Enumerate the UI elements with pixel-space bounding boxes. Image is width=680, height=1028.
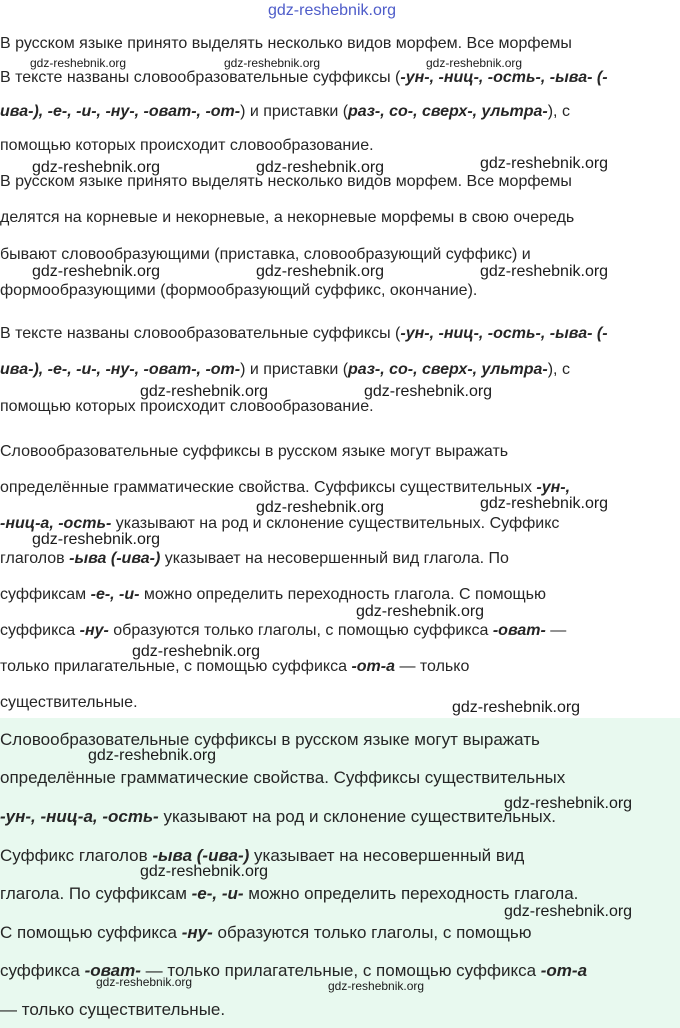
paragraph-line: определённые грамматические свойства. Суффиксы существительных [0, 768, 566, 787]
watermark: gdz-reshebnik.org [132, 643, 261, 660]
paragraph-line: суффикса -оват- — только прилагательные, с помощью суффикса -от-а [0, 961, 588, 980]
paragraph-line: ива-), -е-, -и-, -ну-, -оват-, -от-) и приставки (раз-, со-, сверх-, ультра-), с [0, 361, 570, 378]
paragraph-line: Словообразовательные суффиксы в русском языке могут выражать [0, 730, 540, 749]
paragraph-line: формообразующими (формообразующий суффикс, окончание). [0, 282, 478, 299]
watermark: gdz-reshebnik.org [140, 863, 269, 880]
watermark: gdz-reshebnik.org [140, 383, 269, 400]
watermark: gdz-reshebnik.org [224, 56, 321, 70]
watermark: gdz-reshebnik.org [426, 56, 523, 70]
paragraph-line: суффикса -ну- образуются только глаголы, с помощью суффикса -оват- — [0, 622, 567, 639]
watermark: gdz-reshebnik.org [256, 159, 385, 176]
watermark: gdz-reshebnik.org [480, 263, 609, 280]
watermark: gdz-reshebnik.org [96, 975, 193, 989]
watermark: gdz-reshebnik.org [32, 531, 161, 548]
watermark: gdz-reshebnik.org [88, 747, 217, 764]
paragraph-line: существительные. [0, 694, 138, 711]
watermark: gdz-reshebnik.org [356, 603, 485, 620]
paragraph-line: Суффикс глаголов -ыва (-ива-) указывает на несовершенный вид [0, 846, 525, 865]
paragraph-line: — только существительные. [0, 1000, 226, 1019]
watermark: gdz-reshebnik.org [504, 795, 633, 812]
paragraph-line: только прилагательные, с помощью суффикса -от-а — только [0, 658, 470, 675]
watermark: gdz-reshebnik.org [504, 903, 633, 920]
paragraph-line: В тексте названы словообразовательные суффиксы (-ун-, -ниц-, -ость-, -ыва- (- [0, 325, 608, 342]
watermark: gdz-reshebnik.org [32, 159, 161, 176]
watermark: gdz-reshebnik.org [32, 263, 161, 280]
watermark: gdz-reshebnik.org [328, 979, 425, 993]
watermark-top: gdz-reshebnik.org [268, 2, 397, 19]
paragraph-line: -ун-, -ниц-а, -ость- указывают на род и склонение существительных. [0, 807, 556, 826]
paragraph-line: В русском языке принято выделять несколько видов морфем. Все морфемы [0, 173, 572, 190]
paragraph-line: Словообразовательные суффиксы в русском языке могут выражать [0, 443, 509, 460]
paragraph-line: -ниц-а, -ость- указывают на род и склонение существительных. Суффикс [0, 515, 560, 532]
watermark: gdz-reshebnik.org [480, 495, 609, 512]
watermark: gdz-reshebnik.org [480, 155, 609, 172]
paragraph-line: бывают словообразующими (приставка, словообразующий суффикс) и [0, 246, 531, 263]
watermark: gdz-reshebnik.org [364, 383, 493, 400]
paragraph-line: В тексте названы словообразовательные суффиксы (-ун-, -ниц-, -ость-, -ыва- (- [0, 69, 608, 86]
paragraph-line: определённые грамматические свойства. Суффиксы существительных -ун-, [0, 479, 571, 496]
paragraph-line: ива-), -е-, -и-, -ну-, -оват-, -от-) и приставки (раз-, со-, сверх-, ультра-), с [0, 103, 570, 120]
watermark: gdz-reshebnik.org [256, 499, 385, 516]
watermark: gdz-reshebnik.org [256, 263, 385, 280]
paragraph-line: суффиксам -е-, -и- можно определить переходность глагола. С помощью [0, 586, 547, 603]
watermark: gdz-reshebnik.org [452, 699, 581, 716]
paragraph-line: помощью которых происходит словообразование. [0, 398, 374, 415]
paragraph-line: В русском языке принято выделять несколько видов морфем. Все морфемы [0, 35, 572, 52]
paragraph-line: делятся на корневые и некорневые, а некорневые морфемы в свою очередь [0, 209, 575, 226]
watermark: gdz-reshebnik.org [30, 56, 127, 70]
paragraph-line: С помощью суффикса -ну- образуются только глаголы, с помощью [0, 923, 532, 942]
paragraph-line: глаголов -ыва (-ива-) указывает на несовершенный вид глагола. По [0, 550, 509, 567]
paragraph-line: глагола. По суффиксам -е-, -и- можно определить переходность глагола. [0, 884, 579, 903]
paragraph-line: помощью которых происходит словообразование. [0, 137, 374, 154]
